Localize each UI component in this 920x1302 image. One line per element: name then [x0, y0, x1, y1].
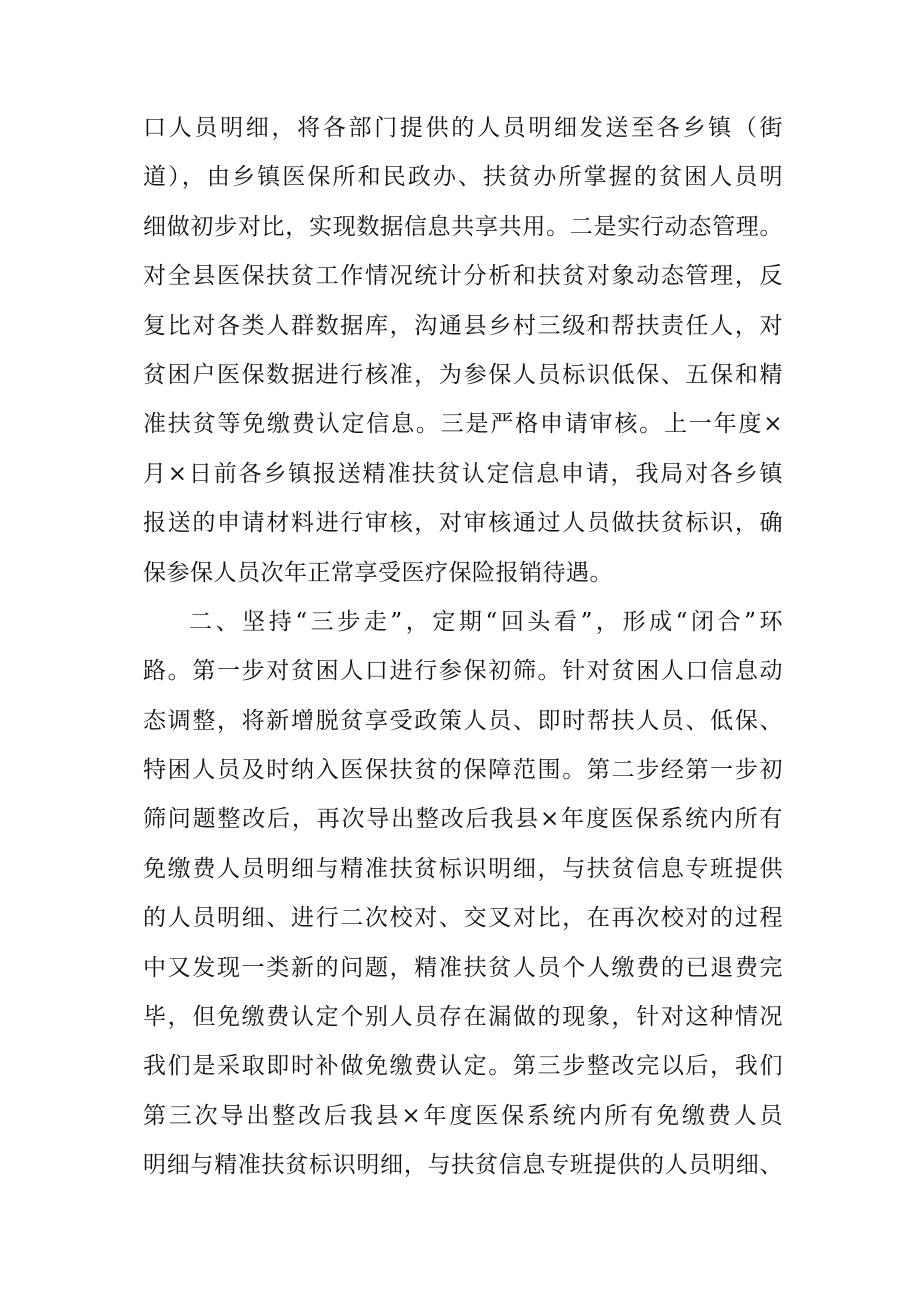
text-line: 细做初步对比，实现数据信息共享共用。二是实行动态管理。 [143, 213, 783, 240]
text-line: 特困人员及时纳入医保扶贫的保障范围。第二步经第一步初 [143, 757, 783, 784]
text-line: 免缴费人员明细与精准扶贫标识明细，与扶贫信息专班提供 [143, 855, 783, 882]
text-line: 我们是采取即时补做免缴费认定。第三步整改完以后，我们 [143, 1053, 783, 1080]
text-line: 态调整，将新增脱贫享受政策人员、即时帮扶人员、低保、 [143, 707, 783, 734]
text-line: 贫困户医保数据进行核准，为参保人员标识低保、五保和精 [143, 361, 783, 388]
text-line: 路。第一步对贫困人口进行参保初筛。针对贫困人口信息动 [143, 658, 783, 685]
text-line: 口人员明细，将各部门提供的人员明细发送至各乡镇（街 [143, 115, 783, 141]
text-line: 第三次导出整改后我县×年度医保系统内所有免缴费人员 [143, 1102, 783, 1129]
text-line: 毕，但免缴费认定个别人员存在漏做的现象，针对这种情况 [143, 1004, 783, 1031]
text-line: 明细与精准扶贫标识明细，与扶贫信息专班提供的人员明细、 [143, 1152, 783, 1179]
text-line: 复比对各类人群数据库，沟通县乡村三级和帮扶责任人，对 [143, 312, 783, 339]
text-line: 中又发现一类新的问题，精准扶贫人员个人缴费的已退费完 [143, 954, 783, 981]
body-text [143, 104, 783, 1191]
paragraph-end-line: 保参保人员次年正常享受医疗保险报销待遇。 [143, 559, 613, 586]
text-line: 报送的申请材料进行审核，对审核通过人员做扶贫标识，确 [143, 510, 783, 537]
text-line: 筛问题整改后，再次导出整改后我县×年度医保系统内所有 [143, 806, 783, 833]
paragraph-start-line: 二、坚持“三步走”，定期“回头看”，形成“闭合”环 [189, 608, 783, 635]
text-line: 的人员明细、进行二次校对、交叉对比，在再次校对的过程 [143, 905, 783, 932]
text-line: 月×日前各乡镇报送精准扶贫认定信息申请，我局对各乡镇 [143, 460, 783, 487]
text-line: 对全县医保扶贫工作情况统计分析和扶贫对象动态管理，反 [143, 263, 783, 290]
text-line: 准扶贫等免缴费认定信息。三是严格申请审核。上一年度× [143, 411, 783, 438]
text-line: 道），由乡镇医保所和民政办、扶贫办所掌握的贫困人员明 [143, 164, 783, 191]
